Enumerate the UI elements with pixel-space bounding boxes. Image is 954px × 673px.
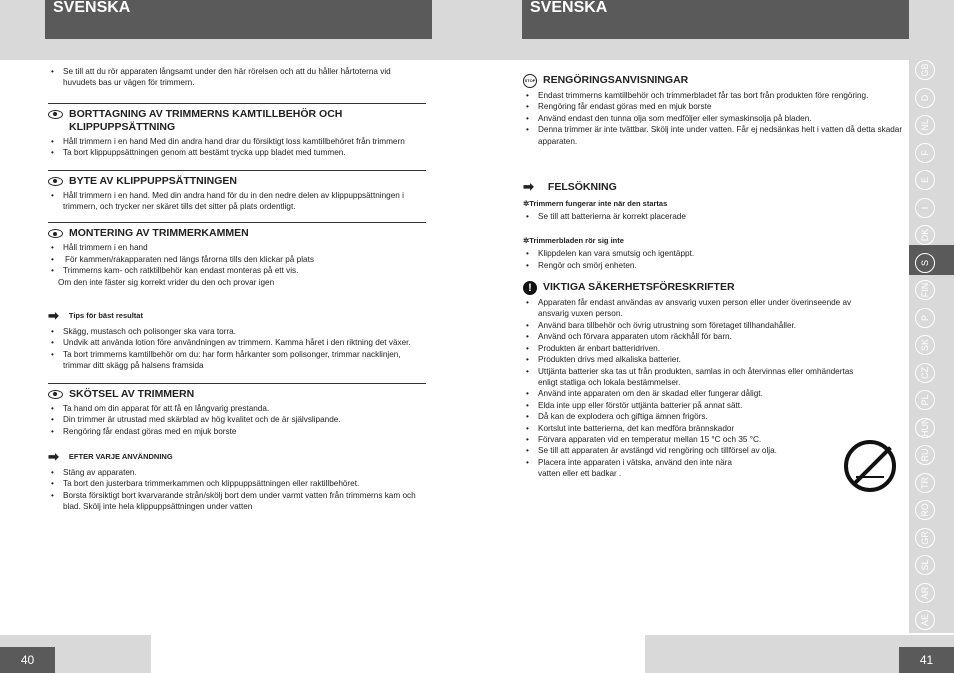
language-tab-fin[interactable]: FIN — [915, 280, 935, 300]
section-safety — [523, 281, 908, 295]
list-item: • Håll trimmern i en hand. Med din andra hand för du in den nedre delen av klippuppsättningen i trimmern, och trycker ner skäret tills det sitter på plats ordentligt. — [48, 190, 426, 213]
language-tab-tr[interactable]: TR — [915, 473, 935, 493]
list-item: • Elda inte upp eller förstör uttjänta batterier på annat sätt. — [523, 400, 873, 411]
stop-icon: STOP — [523, 74, 537, 88]
language-tab-sk[interactable]: SK — [915, 335, 935, 355]
language-tab-ar[interactable]: AR — [915, 583, 935, 603]
list-item: • Apparaten får endast användas av ansvarig vuxen person eller under överinseende av ansvarig vuxen person. — [523, 297, 873, 320]
list-item: • Använd endast den tunna olja som medföljer eller symaskinsolja på bladen. — [523, 113, 908, 124]
intro-list — [48, 66, 426, 89]
list-item: • Kortslut inte batterierna, det kan medföra brännskador — [523, 423, 873, 434]
after-use-heading: ➡ EFTER VARJE ANVÄNDNING — [48, 448, 173, 464]
language-tab-s[interactable]: S — [915, 253, 935, 273]
left-column — [48, 66, 426, 513]
list-item: • Ta hand om din apparat för att få en långvarig prestanda. — [48, 403, 426, 414]
tips-heading: ➡ Tips för bäst resultat — [48, 308, 143, 324]
language-tab-f[interactable]: F — [915, 143, 935, 163]
language-tab-nl[interactable]: NL — [915, 115, 935, 135]
section-care — [48, 383, 426, 437]
language-tab-gr[interactable]: GR — [915, 528, 935, 548]
arrow-icon: ➡ — [523, 179, 534, 195]
list-item: • Undvik att använda lotion före användningen av trimmern. Kamma håret i den riktning det växer. — [48, 337, 426, 348]
section-title: MONTERING AV TRIMMERKAMMEN — [69, 227, 249, 240]
list-item: • Ta bort den justerbara trimmerkammen och klippuppsättningen eller raktillbehöret. — [48, 478, 426, 489]
list-item: • Se till att batterierna är korrekt placerade — [523, 211, 908, 222]
list-item: • Borsta försiktigt bort kvarvarande strån/skölj bort dem under varmt vatten från trimmerns kam och blad. Skölj inte hela klippuppsättningen under vatten — [48, 490, 426, 513]
language-tab-ro[interactable]: RO — [915, 500, 935, 520]
list-item: • Skägg, mustasch och polisonger ska vara torra. — [48, 326, 426, 337]
tips-list — [48, 326, 426, 372]
section-title: FELSÖKNING — [547, 181, 617, 194]
eye-icon — [48, 110, 63, 119]
list-item-nobullet: • För kammen/rakapparaten ned längs fårorna tills den klickar på plats — [48, 254, 426, 265]
section-cleaning — [523, 74, 908, 88]
section-replace — [48, 170, 426, 213]
eye-icon — [48, 390, 63, 399]
section-title: VIKTIGA SÄKERHETSFÖRESKRIFTER — [543, 281, 735, 294]
section-title: BYTE AV KLIPPUPPSÄTTNINGEN — [69, 174, 238, 187]
list-item: • Se till att apparaten är avstängd vid rengöring och tillförsel av olja. — [523, 445, 873, 456]
list-item: • Håll trimmern i en hand Med din andra hand drar du försiktigt loss kamtillbehöret från trimmern — [48, 136, 426, 147]
list-item: • Då kan de explodera och giftiga ämnen frigörs. — [523, 411, 873, 422]
list-item: • Produkten drivs med alkaliska batterier. — [523, 354, 873, 365]
language-tab-p[interactable]: P — [915, 308, 935, 328]
list-item: • Rengöring får endast göras med en mjuk borste — [523, 101, 908, 112]
section-title: SKÖTSEL AV TRIMMERN — [69, 387, 195, 400]
after-use-list — [48, 467, 426, 513]
list-item: • Placera inte apparaten i vätska, använd den inte nära vatten eller ett badkar . — [523, 457, 753, 480]
right-header: SVENSKA — [522, 0, 909, 39]
language-tab-gb[interactable]: GB — [915, 60, 935, 80]
language-tab-e[interactable]: E — [915, 170, 935, 190]
plain-text: Om den inte fäster sig korrekt vrider du den och provar igen — [58, 277, 275, 287]
list-item: • Uttjänta batterier ska tas ut från produkten, samlas in och återvinnas eller omhändertas enligt statliga och lokala bestämmelser. — [523, 366, 873, 389]
section-removal — [48, 103, 426, 159]
eye-icon — [48, 229, 63, 238]
language-tab-ru[interactable]: RU — [915, 445, 935, 465]
section-comb-mount — [48, 222, 426, 288]
list-item: • Håll trimmern i en hand — [48, 242, 426, 253]
list-item: • Endast trimmerns kamtillbehör och trimmerbladet får tas bort från produkten före rengöring. — [523, 90, 908, 101]
language-tab-i[interactable]: I — [915, 198, 935, 218]
list-item: • Använd bara tillbehör och övrig utrustning som företaget tillhandahåller. — [523, 320, 873, 331]
language-tab-hun[interactable]: HUN — [915, 418, 935, 438]
language-sidebar — [909, 0, 954, 633]
list-item: • Ta bort klippuppsättningen genom att bestämt trycka upp bladet med tummen. — [48, 147, 426, 158]
list-item: • Ta bort trimmerns kamtillbehör om du: har form hårkanter som polisonger, trimmar nacklinjen, trimmar ditt skägg på halsens framsida — [48, 349, 426, 372]
arrow-icon: ➡ — [48, 448, 59, 464]
list-item: • Klippdelen kan vara smutsig och igentäppt. — [523, 248, 908, 259]
eye-icon — [48, 177, 63, 186]
list-item: • Rengör och smörj enheten. — [523, 260, 908, 271]
list-item: • Trimmerns kam- och ratktillbehör kan endast monteras på ett vis. — [48, 265, 426, 276]
left-header: SVENSKA — [45, 0, 432, 39]
list-item: • Rengöring får endast göras med en mjuk borste — [48, 426, 426, 437]
language-tab-sl[interactable]: SL — [915, 555, 935, 575]
subheading: ✲Trimmerbladen rör sig inte — [523, 235, 624, 245]
right-column — [523, 74, 908, 480]
language-tab-ae[interactable]: AE — [915, 610, 935, 630]
arrow-icon: ➡ — [48, 308, 59, 324]
section-title: BORTTAGNING AV TRIMMERNS KAMTILLBEHÖR OCH KLIPPUPPSÄTTNING — [69, 107, 343, 133]
page-number: 40 — [0, 647, 55, 673]
list-item: • Använd inte apparaten om den är skadad eller fungerar dåligt. — [523, 388, 873, 399]
language-tab-dk[interactable]: DK — [915, 225, 935, 245]
language-tab-d[interactable]: D — [915, 88, 935, 108]
list-item: • Produkten är enbart batteridriven. — [523, 343, 873, 354]
list-item: • Använd och förvara apparaten utom räckhåll för barn. — [523, 331, 873, 342]
list-item: • Din trimmer är utrustad med skärblad av hög kvalitet och de är självslipande. — [48, 414, 426, 425]
no-water-icon — [844, 440, 896, 492]
list-item: • Stäng av apparaten. — [48, 467, 426, 478]
page-number: 41 — [899, 647, 954, 673]
list-item: • Denna trimmer är inte tvättbar. Skölj inte under vatten. Får ej nedsänkas helt i vatten då detta skadar apparaten. — [523, 124, 908, 147]
list-item: • Se till att du rör apparaten långsamt under den här rörelsen och att du håller hårtoterna vid huvudets bas ur vägen för trimmern. — [48, 66, 426, 89]
warning-icon: ! — [523, 281, 537, 295]
language-tab-cz[interactable]: CZ — [915, 363, 935, 383]
list-item: • Förvara apparaten vid en temperatur mellan 15 °C och 35 °C. — [523, 434, 873, 445]
section-title: RENGÖRINGSANVISNINGAR — [543, 74, 689, 86]
section-troubleshoot — [523, 181, 908, 194]
language-tab-pl[interactable]: PL — [915, 390, 935, 410]
subheading: ✲Trimmern fungerar inte när den startas — [523, 199, 668, 209]
right-page — [477, 0, 954, 673]
